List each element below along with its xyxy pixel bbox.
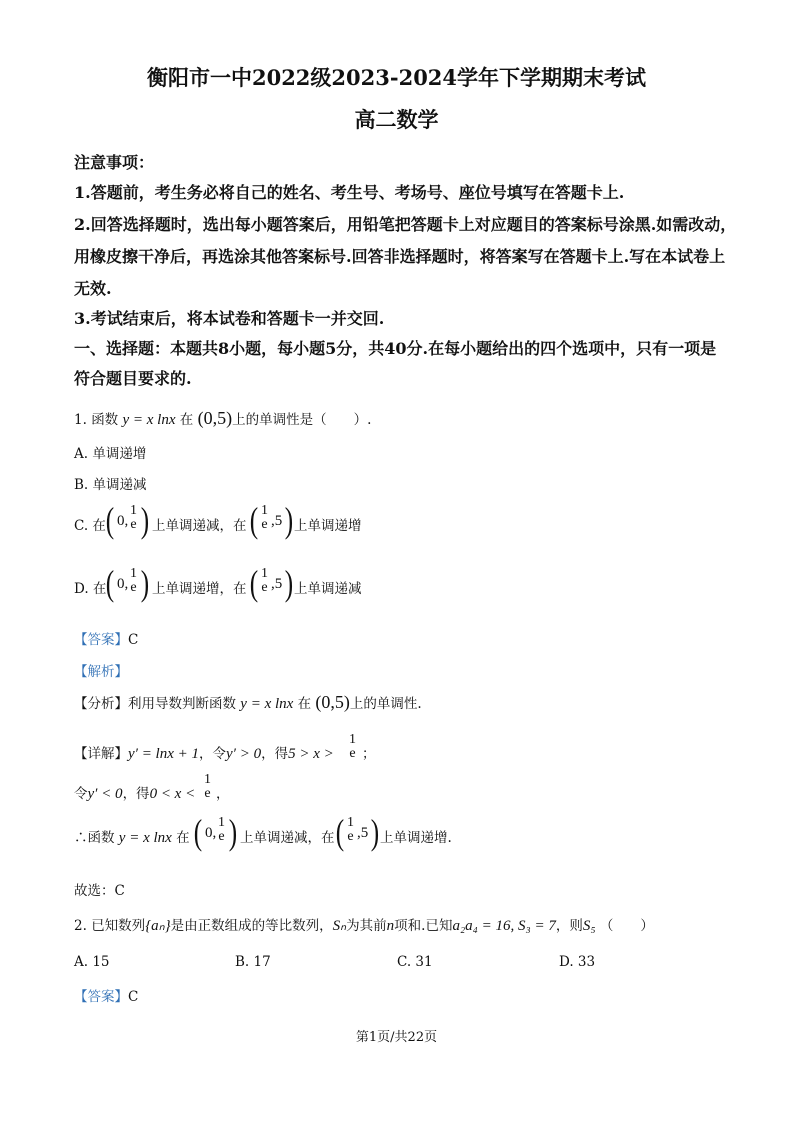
q1-option-d-rparen-2: ): [284, 563, 294, 603]
section-heading-line-1: 一、选择题：本题共8小题，每小题5分，共40分.在每小题给出的四个选项中，只有一项是: [74, 339, 717, 358]
q1-fenxi-interval: (0,5): [315, 692, 350, 712]
q1-line3-fraction-2: [347, 816, 354, 844]
q1-option-d-five: ,5: [271, 576, 283, 592]
q1-option-c-five: ,5: [271, 513, 283, 529]
q1-text-c: 上的单调性是（ ）.: [232, 412, 372, 428]
q1-option-d-fraction-2: [261, 567, 268, 595]
q1-line3-function: y = x lnx: [118, 830, 172, 846]
q1-option-c-zero: 0,: [117, 513, 129, 529]
notice-item-1: 1.答题前，考生务必将自己的姓名、考生号、考场号、座位号填写在答题卡上.: [74, 183, 625, 202]
q2-option-c: C. 31: [397, 954, 433, 970]
fraction-denominator: e: [218, 829, 225, 844]
q1-detail-tag: 【详解】: [74, 746, 128, 762]
q1-fenxi-text-a: 利用导数判断函数: [128, 696, 236, 712]
exam-title: 衡阳市一中2022级2023-2024学年下学期期末考试: [146, 65, 647, 90]
notice-item-2-line-1: 2.回答选择题时，选出每小题答案后，用铅笔把答题卡上对应题目的答案标号涂黑.如需改动，: [74, 215, 737, 234]
q2-text-d: 项和.已知: [394, 918, 453, 934]
q2-text-c: 为其前: [346, 918, 387, 934]
q2-text-e: ，则: [555, 918, 583, 934]
fraction-denominator: e: [130, 517, 137, 532]
q1-detail-text-b: ，得: [261, 746, 289, 762]
q2-answer-line: [74, 985, 138, 1005]
q1-option-a: A. 单调递增: [74, 446, 147, 462]
q2-text-a: 已知数列: [91, 918, 146, 934]
q1-option-c-fraction-2: [261, 504, 268, 532]
q1-line2-text-a: 令: [74, 786, 88, 802]
q1-fenxi-text-c: 上的单调性.: [349, 696, 422, 712]
fraction-denominator: e: [204, 786, 211, 801]
q1-choice: 故选：C: [74, 883, 125, 899]
fraction-numerator: 1: [218, 815, 225, 830]
q1-analysis-tag: 【解析】: [74, 664, 128, 680]
q1-fenxi-tag: 【分析】: [74, 696, 128, 712]
q1-option-c-lparen-1: (: [105, 500, 115, 540]
q1-stem: [74, 408, 371, 429]
fraction-denominator: e: [130, 580, 137, 595]
notice-item-3: 3.考试结束后，将本试卷和答题卡一并交回.: [74, 309, 385, 328]
q1-line3-fraction-1: [218, 816, 225, 844]
q1-line2-text-b: ，得: [122, 786, 150, 802]
q1-option-d-lparen-1: (: [105, 563, 115, 603]
q1-option-d-rparen-1: ): [140, 563, 150, 603]
q1-option-c-rparen-2: ): [284, 500, 294, 540]
fraction-numerator: 1: [261, 503, 268, 518]
fraction-denominator: e: [261, 580, 268, 595]
q1-option-c-mid: 上单调递减，在: [152, 518, 247, 534]
q2-answer-tag: 【答案】: [74, 989, 128, 1005]
fraction-numerator: 1: [130, 503, 137, 518]
q1-detail-fraction-2: [204, 773, 211, 801]
section-heading-line-2: 符合题目要求的.: [74, 369, 192, 388]
q2-option-b: B. 17: [235, 954, 271, 970]
q1-condition-negative: y′ < 0: [87, 786, 123, 802]
q1-line3-rparen-1: ): [228, 812, 238, 852]
q1-line3-text-a: ∴函数: [74, 830, 115, 846]
fraction-denominator: e: [349, 746, 356, 761]
q1-detail-line-2: [74, 782, 195, 803]
q1-condition-positive: y′ > 0: [226, 746, 262, 762]
q2-answer-value: C: [128, 989, 139, 1005]
q1-option-d-label: D. 在: [74, 581, 107, 597]
q1-line3-five: ,5: [357, 825, 369, 841]
q2-sn: Sₙ: [332, 918, 347, 934]
q1-result-2: 0 < x <: [149, 786, 196, 802]
q1-option-c-lparen-2: (: [249, 500, 259, 540]
q1-fenxi-function: y = x lnx: [240, 696, 294, 712]
q1-fenxi-line: [74, 692, 422, 713]
q2-option-d: D. 33: [559, 954, 596, 970]
q1-interval: (0,5): [197, 408, 233, 428]
q1-option-c-label: C. 在: [74, 518, 106, 534]
fraction-numerator: 1: [349, 732, 356, 747]
q1-line3-rparen-2: ): [370, 812, 380, 852]
q1-line3-text-c: 上单调递减，在: [240, 830, 335, 846]
q1-option-c-rparen-1: ): [140, 500, 150, 540]
q2-s5: S₅: [582, 918, 596, 934]
q1-answer-value: C: [128, 632, 139, 648]
q1-line3-text-b: 在: [176, 830, 190, 846]
q1-option-d-lparen-2: (: [249, 563, 259, 603]
q2-stem: [74, 914, 654, 935]
q1-option-b: B. 单调递减: [74, 477, 147, 493]
q2-number: 2.: [74, 918, 87, 934]
q1-option-d-fraction-1: [130, 567, 137, 595]
q1-line3-text-d: 上单调递增.: [380, 830, 452, 846]
q1-option-d-mid: 上单调递增，在: [152, 581, 247, 597]
q1-line3-lparen-1: (: [193, 812, 203, 852]
notice-item-2-line-2: 用橡皮擦干净后，再选涂其他答案标号.回答非选择题时，将答案写在答题卡上.写在本试卷上: [74, 247, 726, 266]
q1-function: y = x lnx: [122, 412, 176, 428]
q1-line2-comma: ，: [216, 786, 230, 802]
q1-detail-text-a: ，令: [199, 746, 227, 762]
q2-condition: a₂a₄ = 16, S₃ = 7: [452, 918, 556, 934]
q1-fenxi-text-b: 在: [297, 696, 312, 712]
fraction-denominator: e: [261, 517, 268, 532]
q1-derivative: y′ = lnx + 1: [128, 746, 200, 762]
q1-text-a: 函数: [91, 412, 119, 428]
q2-text-b: 是由正数组成的等比数列，: [170, 918, 333, 934]
fraction-numerator: 1: [204, 772, 211, 787]
fraction-denominator: e: [347, 829, 354, 844]
page-number: 第1页/共22页: [355, 1030, 438, 1045]
q1-detail-fraction-1: [349, 733, 356, 761]
q2-paren: （ ）: [599, 918, 654, 934]
q1-result-1: 5 > x >: [288, 746, 334, 762]
subject-title: 高二数学: [354, 107, 439, 132]
q2-n: n: [386, 918, 395, 934]
notice-item-2-line-3: 无效.: [74, 279, 112, 298]
fraction-numerator: 1: [261, 566, 268, 581]
q1-line3-zero: 0,: [205, 825, 217, 841]
q2-sequence: {aₙ}: [145, 918, 171, 934]
q1-option-c-end: 上单调递增: [294, 518, 362, 534]
q1-answer-line: [74, 628, 138, 648]
q2-option-a: A. 15: [74, 954, 110, 970]
q1-option-c-fraction-1: [130, 504, 137, 532]
q1-option-d-zero: 0,: [117, 576, 129, 592]
fraction-numerator: 1: [130, 566, 137, 581]
q1-answer-tag: 【答案】: [74, 632, 128, 648]
q1-line3-lparen-2: (: [335, 812, 345, 852]
q1-line3-text-a-group: [74, 826, 190, 847]
q1-detail-semicolon: ；: [362, 746, 376, 762]
fraction-numerator: 1: [347, 815, 354, 830]
q1-text-b: 在: [179, 412, 194, 428]
q1-option-d-end: 上单调递减: [294, 581, 362, 597]
q1-number: 1.: [74, 412, 87, 428]
q1-detail-line-1: [74, 742, 334, 763]
notice-heading: 注意事项：: [74, 153, 155, 172]
